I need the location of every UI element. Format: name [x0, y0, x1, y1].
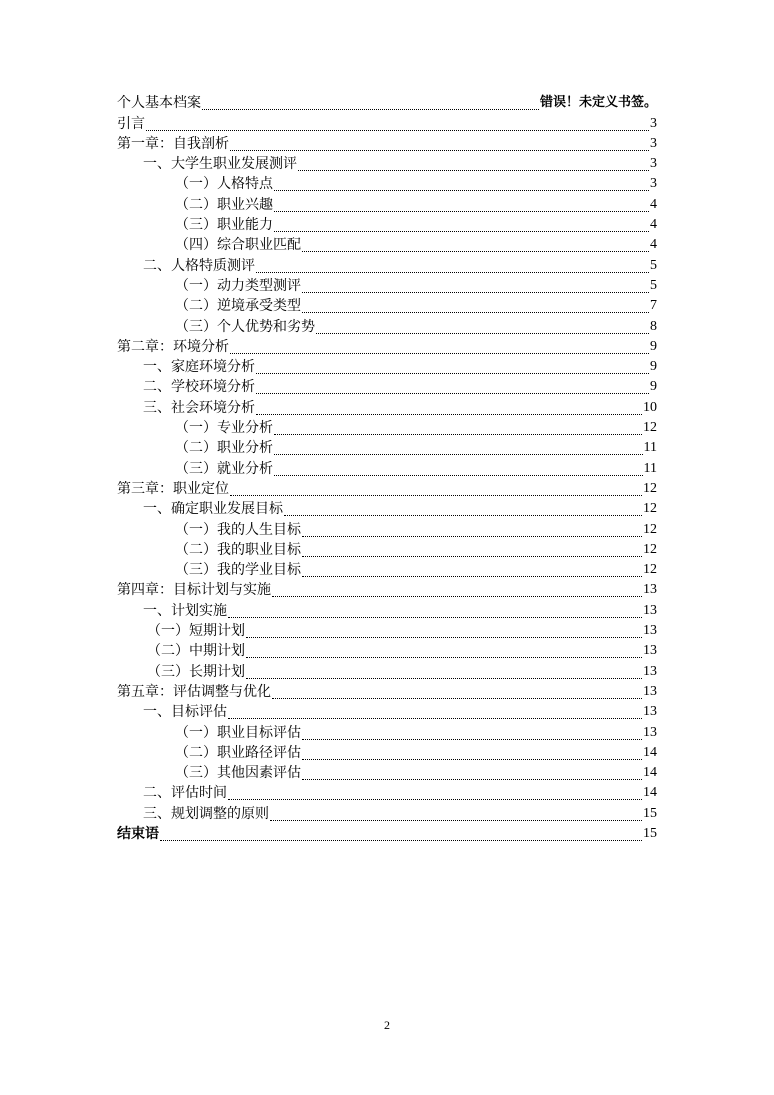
table-of-contents	[117, 93, 657, 844]
toc-entry-page: 12	[643, 541, 657, 557]
toc-leader-dots	[160, 840, 642, 841]
page-number: 2	[384, 1018, 390, 1032]
toc-entry[interactable]	[117, 641, 657, 661]
toc-leader-dots	[302, 251, 649, 252]
toc-leader-dots	[302, 576, 642, 577]
toc-entry-page: 12	[643, 420, 657, 436]
toc-entry[interactable]	[117, 499, 657, 519]
toc-entry-title: 引言	[117, 115, 145, 132]
toc-entry-page: 11	[643, 440, 657, 456]
toc-entry[interactable]	[117, 174, 657, 194]
toc-leader-dots	[256, 393, 649, 394]
toc-entry-title: 第一章：自我剖析	[117, 135, 229, 152]
toc-entry-title: 第二章：环境分析	[117, 338, 229, 355]
toc-entry-page: 7	[650, 298, 657, 314]
toc-leader-dots	[256, 373, 649, 374]
toc-entry-title: 一、大学生职业发展测评	[143, 156, 297, 173]
toc-entry[interactable]	[117, 134, 657, 154]
toc-leader-dots	[246, 657, 642, 658]
toc-entry-page: 12	[643, 521, 657, 537]
toc-entry-title: （一）我的人生目标	[175, 521, 301, 538]
toc-leader-dots	[302, 739, 642, 740]
toc-leader-dots	[228, 617, 642, 618]
toc-entry[interactable]	[117, 540, 657, 560]
toc-entry-page: 14	[643, 744, 657, 760]
toc-entry[interactable]	[117, 235, 657, 255]
toc-entry[interactable]	[117, 93, 657, 113]
toc-entry-title: （一）短期计划	[147, 623, 245, 640]
toc-entry-title: （一）专业分析	[175, 420, 273, 437]
toc-leader-dots	[274, 454, 643, 455]
toc-entry[interactable]	[117, 519, 657, 539]
toc-entry-page: 4	[650, 237, 657, 253]
toc-leader-dots	[302, 556, 642, 557]
toc-leader-dots	[228, 799, 642, 800]
toc-entry[interactable]	[117, 438, 657, 458]
toc-leader-dots	[202, 109, 539, 110]
toc-entry-page: 12	[643, 501, 657, 517]
toc-entry-title: （三）长期计划	[147, 663, 245, 680]
toc-entry-title: 二、评估时间	[143, 785, 227, 802]
toc-entry-page: 13	[643, 582, 657, 598]
toc-entry-page: 5	[650, 277, 657, 293]
toc-entry-page: 13	[643, 683, 657, 699]
toc-entry-page: 15	[643, 805, 657, 821]
toc-entry[interactable]	[117, 682, 657, 702]
toc-leader-dots	[228, 718, 642, 719]
toc-entry-page: 13	[643, 663, 657, 679]
toc-entry-page: 错误！未定义书签。	[539, 95, 657, 111]
toc-entry-title: （三）就业分析	[175, 460, 273, 477]
toc-entry-title: （一）人格特点	[175, 176, 273, 193]
toc-leader-dots	[274, 475, 643, 476]
toc-entry-title: （一）职业目标评估	[175, 724, 301, 741]
toc-entry-title: （三）个人优势和劣势	[175, 318, 315, 335]
toc-entry[interactable]	[117, 783, 657, 803]
toc-entry[interactable]	[117, 276, 657, 296]
toc-entry-title: （三）职业能力	[175, 217, 273, 234]
toc-entry-page: 11	[643, 460, 657, 476]
toc-entry[interactable]	[117, 255, 657, 275]
toc-leader-dots	[316, 333, 649, 334]
toc-entry-title: （二）职业分析	[175, 440, 273, 457]
toc-leader-dots	[302, 759, 642, 760]
toc-leader-dots	[274, 231, 649, 232]
toc-leader-dots	[274, 211, 649, 212]
toc-entry[interactable]	[117, 458, 657, 478]
toc-entry-page: 3	[650, 115, 657, 131]
toc-entry-page: 13	[643, 623, 657, 639]
toc-entry-title: 二、人格特质测评	[143, 257, 255, 274]
toc-leader-dots	[246, 678, 642, 679]
toc-entry[interactable]	[117, 803, 657, 823]
toc-entry[interactable]	[117, 316, 657, 336]
toc-entry-page: 4	[650, 217, 657, 233]
toc-leader-dots	[256, 414, 642, 415]
toc-entry-page: 13	[643, 643, 657, 659]
toc-entry-page: 9	[650, 338, 657, 354]
toc-entry-page: 3	[650, 135, 657, 151]
toc-entry-title: 三、社会环境分析	[143, 399, 255, 416]
toc-entry[interactable]	[117, 479, 657, 499]
toc-entry[interactable]	[117, 113, 657, 133]
toc-entry[interactable]	[117, 702, 657, 722]
toc-entry[interactable]	[117, 621, 657, 641]
toc-entry-title: 个人基本档案	[117, 95, 201, 112]
toc-entry-title: （三）我的学业目标	[175, 562, 301, 579]
toc-entry[interactable]	[117, 357, 657, 377]
toc-entry[interactable]	[117, 154, 657, 174]
toc-leader-dots	[270, 820, 642, 821]
toc-leader-dots	[274, 190, 649, 191]
toc-entry[interactable]	[117, 418, 657, 438]
toc-entry-page: 10	[643, 399, 657, 415]
toc-entry[interactable]	[117, 337, 657, 357]
toc-entry-title: 结束语	[117, 825, 159, 842]
toc-entry-title: （三）其他因素评估	[175, 765, 301, 782]
toc-leader-dots	[302, 312, 649, 313]
toc-entry[interactable]	[117, 296, 657, 316]
toc-entry[interactable]	[117, 824, 657, 844]
toc-entry-page: 13	[643, 704, 657, 720]
toc-entry[interactable]	[117, 215, 657, 235]
toc-entry-title: （一）动力类型测评	[175, 277, 301, 294]
toc-entry-title: （二）中期计划	[147, 643, 245, 660]
toc-entry-title: 第五章：评估调整与优化	[117, 683, 271, 700]
toc-entry-title: 一、目标评估	[143, 704, 227, 721]
toc-entry[interactable]	[117, 763, 657, 783]
toc-entry[interactable]	[117, 600, 657, 620]
toc-entry-page: 5	[650, 257, 657, 273]
toc-leader-dots	[272, 596, 642, 597]
toc-entry[interactable]	[117, 722, 657, 742]
toc-entry-page: 15	[643, 825, 657, 841]
toc-entry-page: 9	[650, 359, 657, 375]
toc-leader-dots	[298, 170, 649, 171]
toc-entry-title: 第三章：职业定位	[117, 480, 229, 497]
toc-leader-dots	[230, 495, 642, 496]
toc-entry[interactable]	[117, 377, 657, 397]
toc-entry-page: 12	[643, 480, 657, 496]
toc-leader-dots	[272, 698, 642, 699]
toc-leader-dots	[246, 637, 642, 638]
toc-entry-title: （四）综合职业匹配	[175, 237, 301, 254]
toc-entry-title: （二）我的职业目标	[175, 541, 301, 558]
toc-entry[interactable]	[117, 194, 657, 214]
toc-entry-page: 14	[643, 785, 657, 801]
toc-entry-title: 一、家庭环境分析	[143, 359, 255, 376]
toc-entry-page: 3	[650, 156, 657, 172]
toc-entry-page: 4	[650, 196, 657, 212]
toc-leader-dots	[146, 130, 649, 131]
toc-leader-dots	[302, 536, 642, 537]
toc-entry-page: 9	[650, 379, 657, 395]
toc-leader-dots	[230, 150, 649, 151]
toc-entry-title: 三、规划调整的原则	[143, 805, 269, 822]
toc-entry[interactable]	[117, 743, 657, 763]
toc-entry-page: 13	[643, 724, 657, 740]
toc-leader-dots	[284, 515, 642, 516]
toc-leader-dots	[302, 292, 649, 293]
toc-entry-page: 13	[643, 602, 657, 618]
toc-entry[interactable]	[117, 580, 657, 600]
toc-entry-page: 14	[643, 765, 657, 781]
toc-leader-dots	[256, 272, 649, 273]
toc-leader-dots	[274, 434, 642, 435]
toc-entry-title: （二）职业路径评估	[175, 744, 301, 761]
toc-entry[interactable]	[117, 397, 657, 417]
toc-entry-title: 一、确定职业发展目标	[143, 501, 283, 518]
toc-entry-page: 8	[650, 318, 657, 334]
toc-entry-title: 二、学校环境分析	[143, 379, 255, 396]
toc-entry[interactable]	[117, 661, 657, 681]
toc-leader-dots	[230, 353, 649, 354]
toc-entry-title: 第四章：目标计划与实施	[117, 582, 271, 599]
toc-entry-title: （二）职业兴趣	[175, 196, 273, 213]
toc-entry-page: 12	[643, 562, 657, 578]
toc-entry-title: （二）逆境承受类型	[175, 298, 301, 315]
toc-leader-dots	[302, 779, 642, 780]
toc-entry-page: 3	[650, 176, 657, 192]
toc-entry[interactable]	[117, 560, 657, 580]
toc-entry-title: 一、计划实施	[143, 602, 227, 619]
